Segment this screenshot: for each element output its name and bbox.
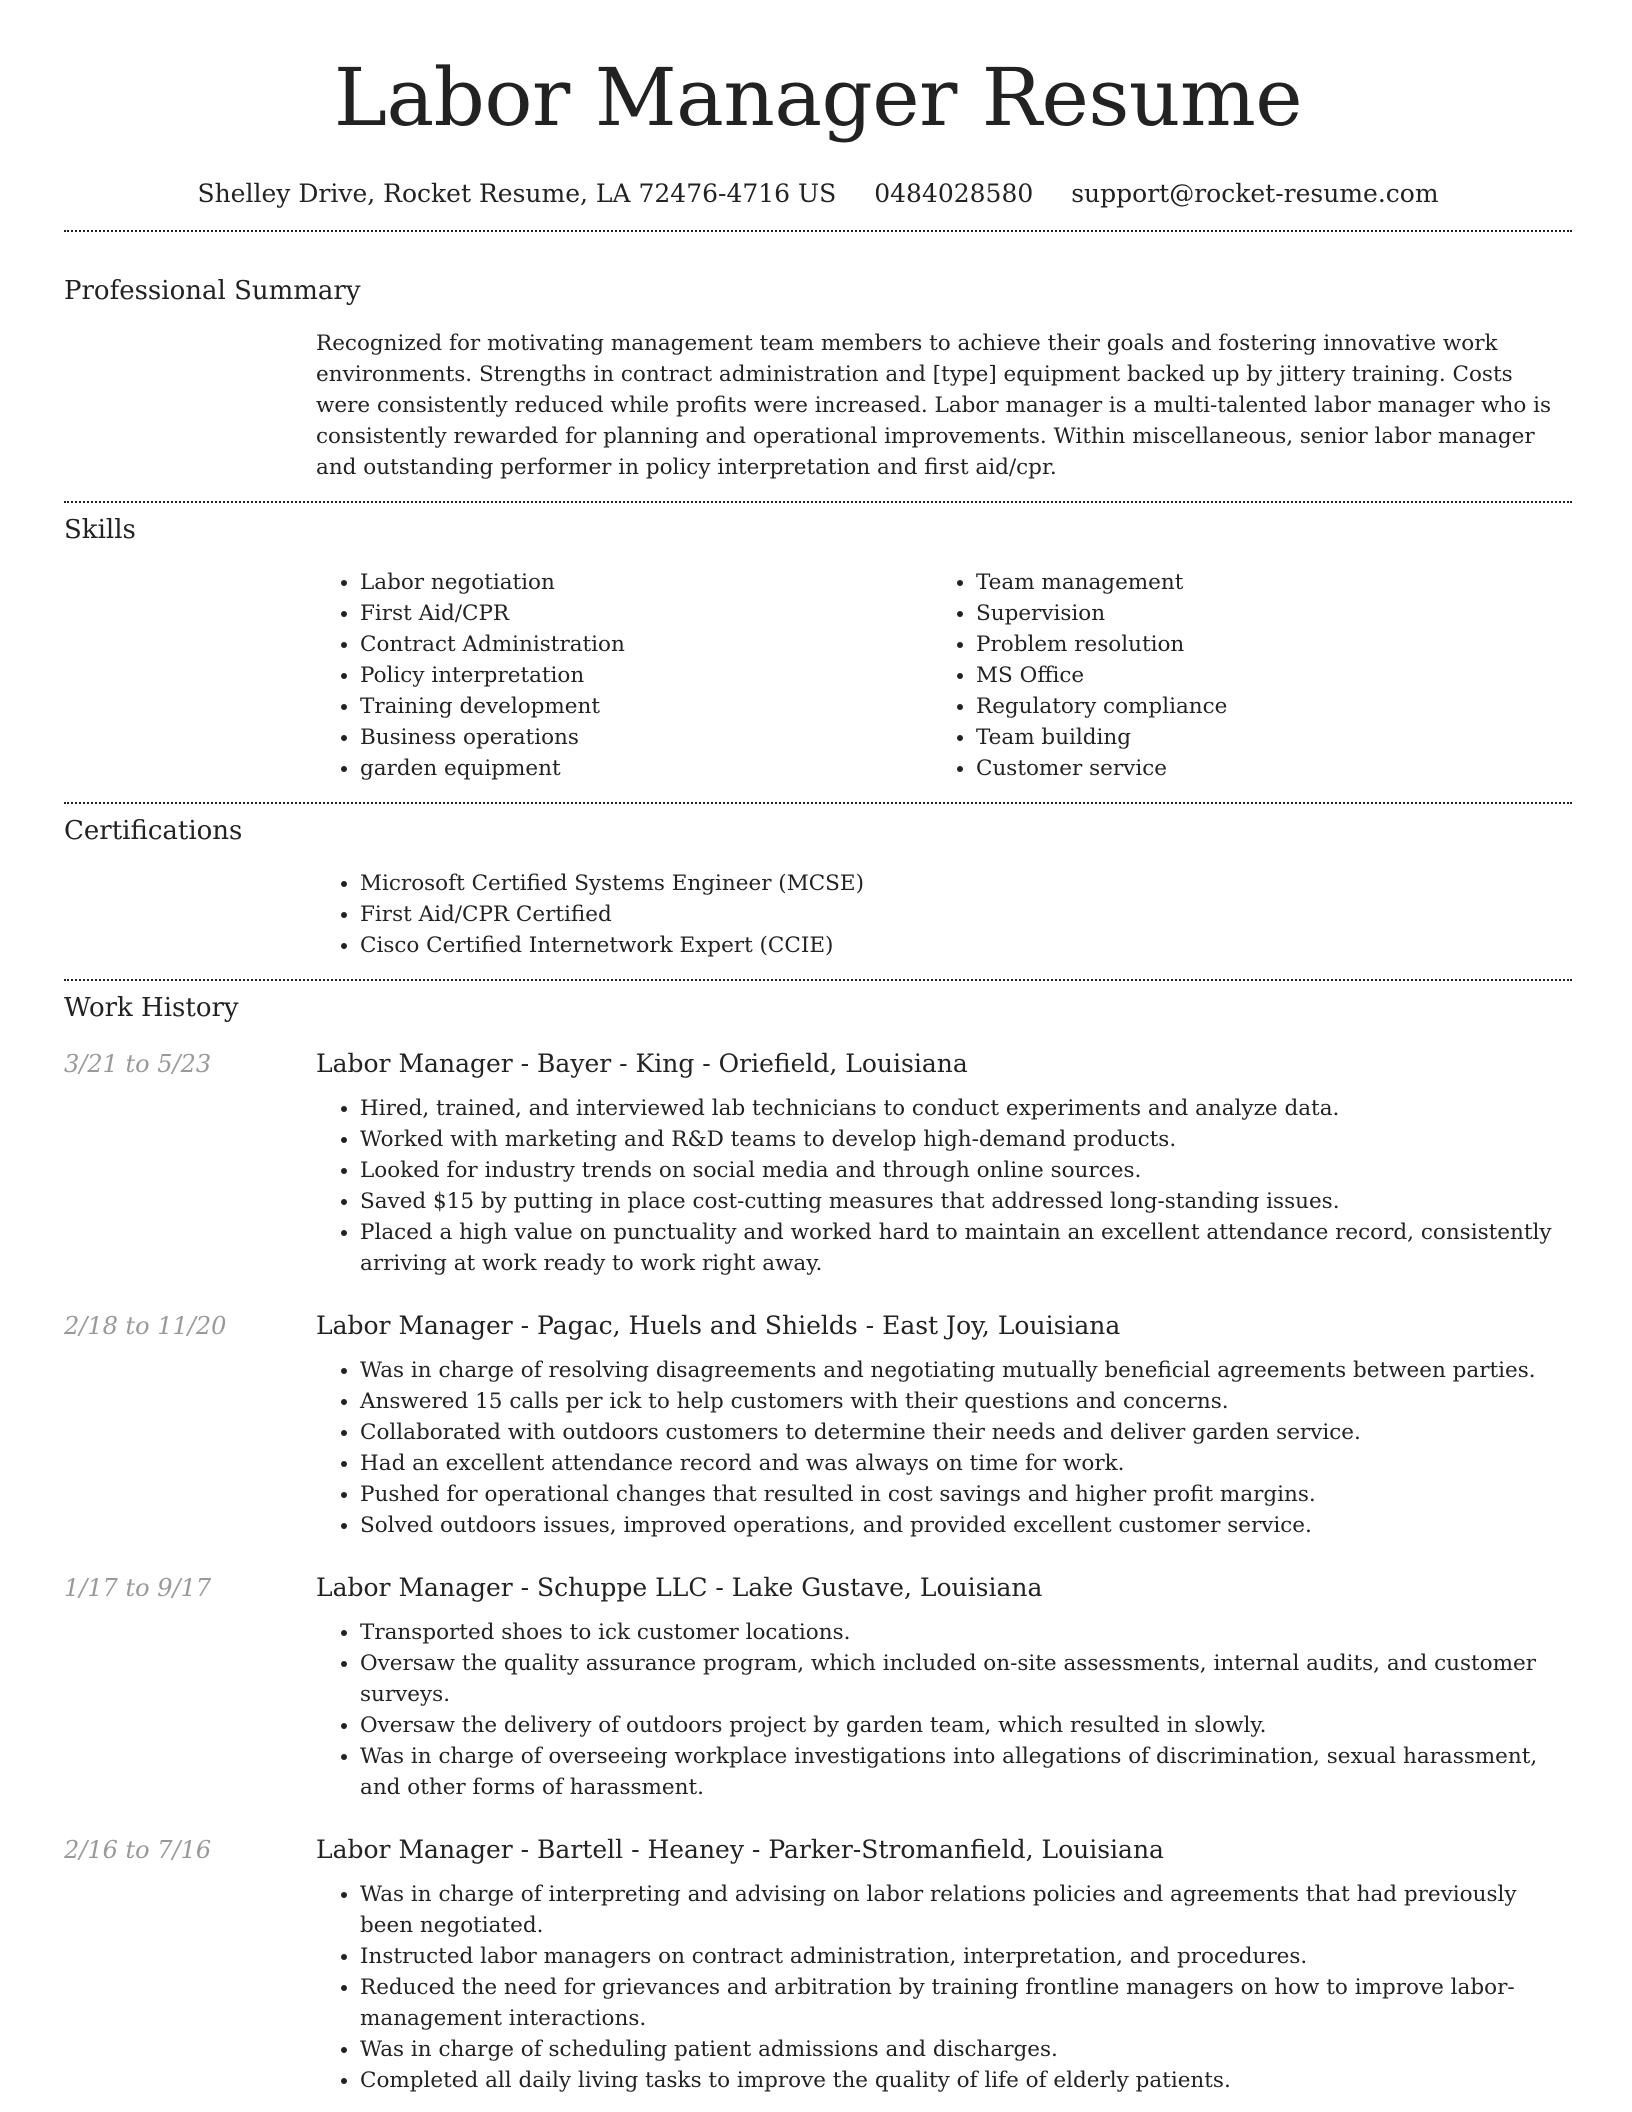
skills-body (316, 567, 1572, 784)
job-bullets (316, 1879, 1572, 2096)
resume-title: Labor Manager Resume (333, 51, 1303, 144)
job-bullets (316, 1355, 1572, 1541)
summary-heading: Professional Summary (64, 276, 361, 306)
job-dates: 1/17 to 9/17 (64, 1574, 212, 1602)
work-section (64, 991, 1572, 2096)
job-dates: 3/21 to 5/23 (64, 1050, 212, 1078)
contact-phone: 0484028580 (874, 179, 1034, 208)
certifications-heading: Certifications (64, 816, 243, 846)
job-dates: 2/16 to 7/16 (64, 1836, 212, 1864)
job-bullet: • Hired, trained, and interviewed lab technicians to conduct experiments and analyze data. (360, 1093, 1572, 1124)
skills-heading: Skills (64, 515, 136, 545)
job-entry (64, 1047, 1572, 1279)
job-bullet: • Oversaw the delivery of outdoors project by garden team, which resulted in slowly. (360, 1710, 1572, 1741)
summary-section (64, 274, 1572, 483)
contact-address: Shelley Drive, Rocket Resume, LA 72476-4716 US (197, 179, 837, 208)
job-bullet: • Reduced the need for grievances and arbitration by training frontline managers on how to improve labor-management interactions. (360, 1972, 1572, 2034)
skill-item: • Supervision (976, 598, 1548, 629)
divider (64, 979, 1572, 981)
job-bullet: • Looked for industry trends on social media and through online sources. (360, 1155, 1572, 1186)
skill-item: • Business operations (360, 722, 932, 753)
job-bullet: • Pushed for operational changes that resulted in cost savings and higher profit margins. (360, 1479, 1572, 1510)
skills-list-right (932, 567, 1548, 784)
job-title: Labor Manager - Bartell - Heaney - Parker-Stromanfield, Louisiana (316, 1835, 1164, 1864)
certifications-list (316, 868, 1572, 961)
job-bullet: • Saved $15 by putting in place cost-cutting measures that addressed long-standing issues. (360, 1186, 1572, 1217)
job-bullet: • Transported shoes to ick customer locations. (360, 1617, 1572, 1648)
job-bullet: • Answered 15 calls per ick to help customers with their questions and concerns. (360, 1386, 1572, 1417)
job-bullet: • Oversaw the quality assurance program, which included on-site assessments, internal audits, and customer surveys. (360, 1648, 1572, 1710)
job-entry (64, 1571, 1572, 1803)
certification-item: • Cisco Certified Internetwork Expert (CCIE) (360, 930, 1572, 961)
skills-list-left (316, 567, 932, 784)
contact-line (64, 178, 1572, 210)
job-bullets (316, 1617, 1572, 1803)
job-bullet: • Worked with marketing and R&D teams to develop high-demand products. (360, 1124, 1572, 1155)
divider (64, 802, 1572, 804)
job-bullet: • Completed all daily living tasks to improve the quality of life of elderly patients. (360, 2065, 1572, 2096)
certification-item: • Microsoft Certified Systems Engineer (MCSE) (360, 868, 1572, 899)
job-bullet: • Was in charge of interpreting and advising on labor relations policies and agreements that had previously been negotiated. (360, 1879, 1572, 1941)
job-bullets (316, 1093, 1572, 1279)
skill-item: • Problem resolution (976, 629, 1548, 660)
job-bullet: • Was in charge of scheduling patient admissions and discharges. (360, 2034, 1572, 2065)
job-bullet: • Collaborated with outdoors customers to determine their needs and deliver garden service. (360, 1417, 1572, 1448)
job-title: Labor Manager - Schuppe LLC - Lake Gustave, Louisiana (316, 1573, 1043, 1602)
resume-page (64, 0, 1572, 2096)
skill-item: • Labor negotiation (360, 567, 932, 598)
certifications-section (64, 814, 1572, 961)
job-title: Labor Manager - Bayer - King - Oriefield, Louisiana (316, 1049, 968, 1078)
skill-item: • Team management (976, 567, 1548, 598)
skills-grid (316, 567, 1572, 784)
skills-column-left (316, 567, 932, 784)
skill-item: • Team building (976, 722, 1548, 753)
certifications-body (316, 868, 1572, 961)
divider (64, 501, 1572, 503)
skill-item: • MS Office (976, 660, 1548, 691)
certification-item: • First Aid/CPR Certified (360, 899, 1572, 930)
job-entry (64, 1309, 1572, 1541)
job-title: Labor Manager - Pagac, Huels and Shields - East Joy, Louisiana (316, 1311, 1121, 1340)
job-entry (64, 1833, 1572, 2096)
skill-item: • Contract Administration (360, 629, 932, 660)
job-bullet: • Had an excellent attendance record and was always on time for work. (360, 1448, 1572, 1479)
skill-item: • Regulatory compliance (976, 691, 1548, 722)
summary-body (316, 328, 1572, 483)
skill-item: • First Aid/CPR (360, 598, 932, 629)
job-bullet: • Was in charge of overseeing workplace investigations into allegations of discrimination, sexual harassment, and other forms of harassment. (360, 1741, 1572, 1803)
skills-section (64, 513, 1572, 784)
summary-text: Recognized for motivating management team members to achieve their goals and fostering innovative work environments. Strengths in contract administration and [type] equipment backed up by jittery training. Costs were consistently reduced while profits were increased. Labor manager is a multi-talented labor manager who is consistently rewarded for planning and operational improvements. Within miscellaneous, senior labor manager and outstanding performer in policy interpretation and first aid/cpr. (316, 331, 1552, 480)
skills-column-right (932, 567, 1548, 784)
contact-email: support@rocket-resume.com (1071, 179, 1439, 208)
job-dates: 2/18 to 11/20 (64, 1312, 227, 1340)
divider (64, 230, 1572, 232)
job-bullet: • Was in charge of resolving disagreements and negotiating mutually beneficial agreements between parties. (360, 1355, 1572, 1386)
work-heading: Work History (64, 993, 239, 1023)
job-bullet: • Solved outdoors issues, improved operations, and provided excellent customer service. (360, 1510, 1572, 1541)
job-bullet: • Instructed labor managers on contract administration, interpretation, and procedures. (360, 1941, 1572, 1972)
skill-item: • Policy interpretation (360, 660, 932, 691)
skill-item: • garden equipment (360, 753, 932, 784)
job-bullet: • Placed a high value on punctuality and worked hard to maintain an excellent attendance record, consistently arriving at work ready to work right away. (360, 1217, 1572, 1279)
skill-item: • Customer service (976, 753, 1548, 784)
skill-item: • Training development (360, 691, 932, 722)
